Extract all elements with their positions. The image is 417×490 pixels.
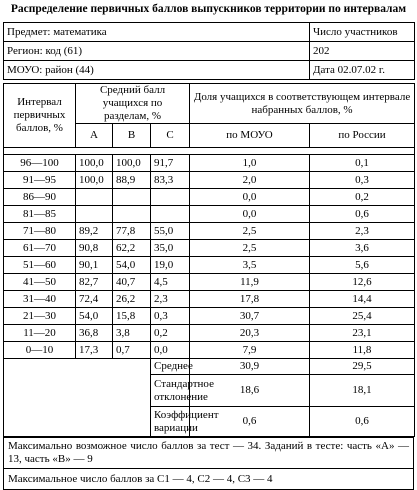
mouo-cell: 11,9: [190, 274, 310, 291]
a-cell: [76, 206, 113, 223]
interval-cell: 51—60: [4, 257, 76, 274]
a-cell: 100,0: [76, 155, 113, 172]
date-cell: Дата 02.07.02 г.: [310, 61, 415, 80]
a-cell: 90,8: [76, 240, 113, 257]
mouo-cell: 30,7: [190, 308, 310, 325]
header-interval: Интервал первичных баллов, %: [4, 84, 76, 148]
participants-label: Число участников: [310, 23, 415, 42]
header-a: A: [76, 124, 113, 148]
b-cell: 15,8: [113, 308, 151, 325]
russia-cell: 14,4: [310, 291, 415, 308]
a-cell: 89,2: [76, 223, 113, 240]
a-cell: 17,3: [76, 342, 113, 359]
mouo-cell: 2,5: [190, 223, 310, 240]
header-separator: [4, 148, 415, 155]
russia-cell: 11,8: [310, 342, 415, 359]
header-russia: по России: [310, 124, 415, 148]
mouo-cell: 7,9: [190, 342, 310, 359]
mouo-cell: 1,0: [190, 155, 310, 172]
mouo-cell: 20,3: [190, 325, 310, 342]
stats-row: [4, 375, 415, 407]
header-c: C: [151, 124, 190, 148]
meta-table: [3, 22, 415, 80]
stats-spacer: [4, 407, 151, 437]
stat-russia: 29,5: [310, 359, 415, 375]
distribution-table: [3, 83, 415, 437]
interval-cell: 96—100: [4, 155, 76, 172]
participants-value: 202: [310, 42, 415, 61]
russia-cell: 12,6: [310, 274, 415, 291]
b-cell: 100,0: [113, 155, 151, 172]
b-cell: 26,2: [113, 291, 151, 308]
table-row: [4, 257, 415, 274]
table-row: [4, 223, 415, 240]
russia-cell: 0,1: [310, 155, 415, 172]
stat-label: Стандартное отклонение: [151, 375, 190, 407]
interval-cell: 81—85: [4, 206, 76, 223]
stat-label: Среднее: [151, 359, 190, 375]
mouo-cell: 2,5: [190, 240, 310, 257]
stat-russia: 0,6: [310, 407, 415, 437]
a-cell: 100,0: [76, 172, 113, 189]
c-cell: [151, 206, 190, 223]
interval-cell: 41—50: [4, 274, 76, 291]
mouo-cell: 3,5: [190, 257, 310, 274]
b-cell: 3,8: [113, 325, 151, 342]
table-row: [4, 172, 415, 189]
table-title: Распределение первичных баллов выпускников территории по интервалам: [10, 3, 407, 15]
stats-spacer: [4, 359, 151, 375]
table-row: [4, 240, 415, 257]
a-cell: [76, 189, 113, 206]
interval-cell: 61—70: [4, 240, 76, 257]
mouo-cell: 0,0: [190, 206, 310, 223]
a-cell: 72,4: [76, 291, 113, 308]
stat-mouo: 30,9: [190, 359, 310, 375]
table-row: [4, 206, 415, 223]
russia-cell: 25,4: [310, 308, 415, 325]
stats-spacer: [4, 375, 151, 407]
interval-cell: 91—95: [4, 172, 76, 189]
c-cell: 83,3: [151, 172, 190, 189]
b-cell: [113, 206, 151, 223]
c-cell: [151, 189, 190, 206]
stats-row: [4, 407, 415, 437]
stat-mouo: 18,6: [190, 375, 310, 407]
report-grid: [3, 22, 414, 490]
b-cell: 54,0: [113, 257, 151, 274]
c-cell: 2,3: [151, 291, 190, 308]
table-row: [4, 325, 415, 342]
interval-cell: 71—80: [4, 223, 76, 240]
interval-cell: 31—40: [4, 291, 76, 308]
header-average: Средний балл учащихся по разделам, %: [76, 84, 190, 124]
district-cell: МОУО: район (44): [4, 61, 310, 80]
stat-label: Коэффициент вариации: [151, 407, 190, 437]
c-cell: 91,7: [151, 155, 190, 172]
notes-table: [3, 437, 414, 490]
c-cell: 0,0: [151, 342, 190, 359]
c-cell: 4,5: [151, 274, 190, 291]
interval-cell: 21—30: [4, 308, 76, 325]
header-mouo: по МОУО: [190, 124, 310, 148]
a-cell: 54,0: [76, 308, 113, 325]
mouo-cell: 0,0: [190, 189, 310, 206]
table-row: [4, 189, 415, 206]
a-cell: 82,7: [76, 274, 113, 291]
interval-cell: 0—10: [4, 342, 76, 359]
b-cell: 40,7: [113, 274, 151, 291]
note-max-points: Максимальное число баллов за С1 — 4, С2 — 4, С3 — 4: [4, 469, 414, 490]
a-cell: 90,1: [76, 257, 113, 274]
b-cell: 62,2: [113, 240, 151, 257]
mouo-cell: 17,8: [190, 291, 310, 308]
a-cell: 36,8: [76, 325, 113, 342]
subject-cell: Предмет: математика: [4, 23, 310, 42]
table-row: [4, 155, 415, 172]
table-row: [4, 342, 415, 359]
russia-cell: 3,6: [310, 240, 415, 257]
note-test-info: Максимально возможное число баллов за тест — 34. Заданий в тесте: часть «А» — 13, часть «В» — 9: [4, 438, 414, 469]
stat-mouo: 0,6: [190, 407, 310, 437]
c-cell: 35,0: [151, 240, 190, 257]
russia-cell: 0,2: [310, 189, 415, 206]
table-row: [4, 274, 415, 291]
stats-row: [4, 359, 415, 375]
region-cell: Регион: код (61): [4, 42, 310, 61]
russia-cell: 5,6: [310, 257, 415, 274]
c-cell: 55,0: [151, 223, 190, 240]
b-cell: 0,7: [113, 342, 151, 359]
c-cell: 0,3: [151, 308, 190, 325]
russia-cell: 0,6: [310, 206, 415, 223]
c-cell: 19,0: [151, 257, 190, 274]
table-row: [4, 308, 415, 325]
russia-cell: 0,3: [310, 172, 415, 189]
russia-cell: 2,3: [310, 223, 415, 240]
mouo-cell: 2,0: [190, 172, 310, 189]
b-cell: 77,8: [113, 223, 151, 240]
b-cell: 88,9: [113, 172, 151, 189]
interval-cell: 11—20: [4, 325, 76, 342]
russia-cell: 23,1: [310, 325, 415, 342]
header-share: Доля учащихся в соответствующем интервале набранных баллов, %: [190, 84, 415, 124]
stat-russia: 18,1: [310, 375, 415, 407]
interval-cell: 86—90: [4, 189, 76, 206]
c-cell: 0,2: [151, 325, 190, 342]
header-b: B: [113, 124, 151, 148]
table-row: [4, 291, 415, 308]
b-cell: [113, 189, 151, 206]
